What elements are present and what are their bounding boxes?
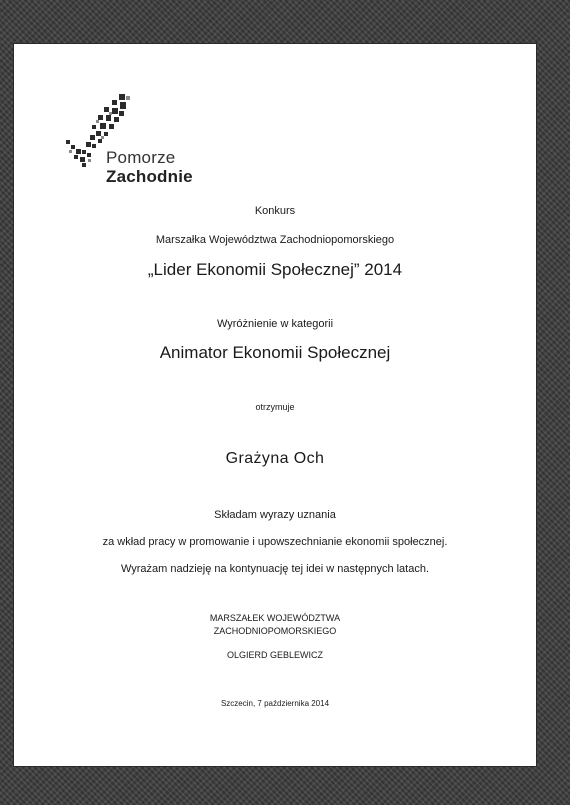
thanks-line-2: za wkład pracy w promowanie i upowszechnianie ekonomii społecznej.	[102, 536, 448, 548]
contest-patron: Marszałka Województwa Zachodniopomorskiego	[155, 234, 395, 246]
contest-title: „Lider Ekonomii Społecznej” 2014	[147, 260, 403, 279]
signatory-name: OLGIERD GEBLEWICZ	[226, 650, 324, 660]
thanks-line-1: Składam wyrazy uznania	[214, 509, 336, 521]
award-category: Animator Ekonomii Społecznej	[159, 343, 391, 362]
place-and-date: Szczecin, 7 października 2014	[220, 699, 330, 708]
receives-label: otrzymuje	[255, 402, 295, 412]
logo-line-zachodnie: Zachodnie	[106, 167, 193, 186]
signatory-title-line-1: MARSZAŁEK WOJEWÓDZTWA	[209, 613, 341, 623]
distinction-label: Wyróżnienie w kategorii	[216, 318, 334, 330]
contest-label: Konkurs	[254, 205, 296, 217]
recipient-name: Grażyna Och	[225, 450, 325, 467]
diploma-page	[14, 44, 536, 766]
signatory-title-line-2: ZACHODNIOPOMORSKIEGO	[213, 626, 337, 636]
thanks-line-3: Wyrażam nadzieję na kontynuację tej idei w następnych latach.	[120, 563, 430, 575]
logo-line-pomorze: Pomorze	[106, 148, 176, 167]
logo-wordmark	[106, 149, 193, 185]
